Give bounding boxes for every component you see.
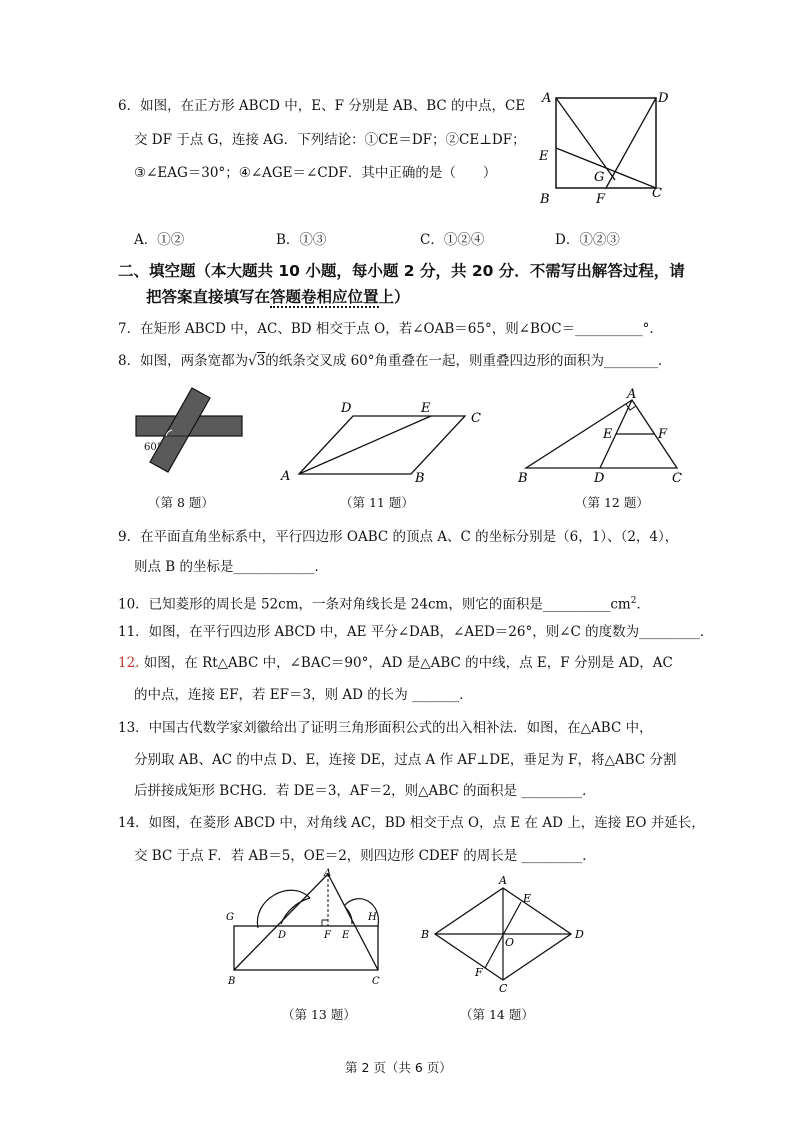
section2-title-line2: 把答案直接填写在答题卷相应位置上） (146, 288, 410, 306)
label-c: C (471, 411, 481, 426)
q6-option-c: C．①②④ (420, 232, 485, 248)
q13-figure-rectangle-split (220, 868, 395, 990)
label-c: C (499, 982, 508, 994)
q9-line1: 9．在平面直角坐标系中，平行四边形 OABC 的顶点 A、C 的坐标分别是（6，1）、（2，4）， (118, 529, 679, 545)
q14-figure-rhombus (415, 872, 595, 994)
label-a: A (542, 91, 552, 106)
q6-line3: ③∠EAG＝30°；④∠AGE＝∠CDF．其中正确的是（ ） (134, 165, 497, 181)
q11-text: 11．如图，在平行四边形 ABCD 中，AE 平分∠DAB，∠AED＝26°，则∠C 的度数为_________． (118, 624, 714, 640)
label-e: E (342, 930, 350, 941)
label-h: H (368, 912, 377, 923)
parallelogram-abcd (299, 416, 465, 474)
label-f: F (658, 427, 668, 442)
angle-label: 60° (144, 442, 162, 453)
q8-figure-paper-strips (130, 382, 250, 474)
side-ab (234, 874, 328, 970)
label-e: E (421, 401, 431, 416)
q6-line2: 交 DF 于点 G，连接 AG．下列结论：①CE＝DF；②CE⊥DF； (134, 132, 526, 148)
q9-line2: 则点 B 的坐标是____________． (134, 559, 329, 575)
segment-ce (556, 148, 656, 188)
right-angle-mark (322, 920, 328, 926)
label-b: B (540, 192, 550, 207)
label-e: E (539, 149, 549, 164)
q12-line1: 12. 如图，在 Rt△ABC 中，∠BAC＝90°，AD 是△ABC 的中线，点 E，F 分别是 AD，AC (118, 655, 673, 671)
label-b: B (421, 928, 430, 941)
label-f: F (596, 192, 606, 207)
q14-line1: 14．如图，在菱形 ABCD 中，对角线 AC，BD 相交于点 O，点 E 在 AD 上，连接 EO 并延长， (118, 815, 705, 831)
label-g: G (594, 170, 605, 185)
label-d: D (341, 401, 352, 416)
q14-line2: 交 BC 于点 F．若 AB＝5，OE＝2，则四边形 CDEF 的周长是 _________． (134, 848, 596, 864)
semicircle-left (257, 890, 310, 928)
q13-line2: 分别取 AB、AC 的中点 D、E，连接 DE，过点 A 作 AF⊥DE，垂足为 F，将△ABC 分割 (134, 752, 677, 768)
label-o: O (505, 936, 515, 949)
label-d: D (278, 930, 287, 941)
q13-line1: 13．中国古代数学家刘徽给出了证明三角形面积公式的出入相补法．如图，在△ABC 中， (118, 720, 653, 736)
triangle-abc (526, 400, 677, 468)
label-a: A (627, 387, 637, 402)
q12-figure-triangle (512, 386, 697, 488)
q10-text: 10．已知菱形的周长是 52cm，一条对角线长是 24cm，则它的面积是$\_\_\_\_\_\_\_\_\_\_cm^2$． (118, 596, 650, 613)
label-a: A (499, 874, 507, 887)
caption-q14: （第 14 题） (460, 1007, 534, 1022)
segment-df (606, 98, 656, 188)
q8-text: 8．如图，两条宽都为√3的纸条交叉成 60°角重叠在一起，则重叠四边形的面积为________． (118, 353, 672, 369)
label-b: B (415, 471, 425, 484)
label-c: C (372, 976, 380, 987)
label-c: C (672, 471, 682, 486)
q11-figure-parallelogram (275, 398, 495, 484)
caption-q11: （第 11 题） (340, 495, 414, 510)
q6-option-d: D．①②③ (555, 232, 620, 248)
label-c: C (652, 186, 662, 201)
page-footer: 第 2 页（共 6 页） (345, 1060, 452, 1075)
label-b: B (228, 976, 236, 987)
segment-ae (299, 416, 431, 474)
q13-line3: 后拼接成矩形 BCHG．若 DE＝3，AF＝2，则△ABC 的面积是 _________． (134, 783, 596, 799)
label-e: E (603, 427, 613, 442)
section2-title-line1: 二、填空题（本大题共 10 小题，每小题 2 分，共 20 分．不需写出解答过程，请 (118, 262, 685, 280)
label-e: E (523, 892, 532, 905)
caption-q12: （第 12 题） (575, 495, 649, 510)
q6-line1: 6．如图，在正方形 ABCD 中，E、F 分别是 AB、BC 的中点，CE (118, 98, 526, 114)
square-abcd (556, 98, 656, 188)
label-g: G (226, 912, 234, 923)
q7-text: 7．在矩形 ABCD 中，AC、BD 相交于点 O，若∠OAB＝65°，则∠BOC＝__________°． (118, 321, 663, 337)
label-a: A (281, 469, 291, 484)
q6-option-a: A．①② (134, 232, 185, 248)
label-d: D (658, 91, 669, 106)
label-f: F (324, 930, 331, 941)
label-a: A (324, 868, 332, 879)
rotation-arc-left (281, 898, 310, 924)
caption-q8: （第 8 题） (148, 495, 214, 510)
label-f: F (475, 966, 483, 979)
q12-line2: 的中点，连接 EF，若 EF＝3，则 AD 的长为 _______． (134, 687, 473, 703)
caption-q13: （第 13 题） (282, 1007, 356, 1022)
label-d: D (594, 471, 605, 486)
q6-figure-square (530, 85, 680, 210)
label-d: D (575, 928, 584, 941)
q6-option-b: B．①③ (276, 232, 327, 248)
label-b: B (518, 471, 528, 486)
